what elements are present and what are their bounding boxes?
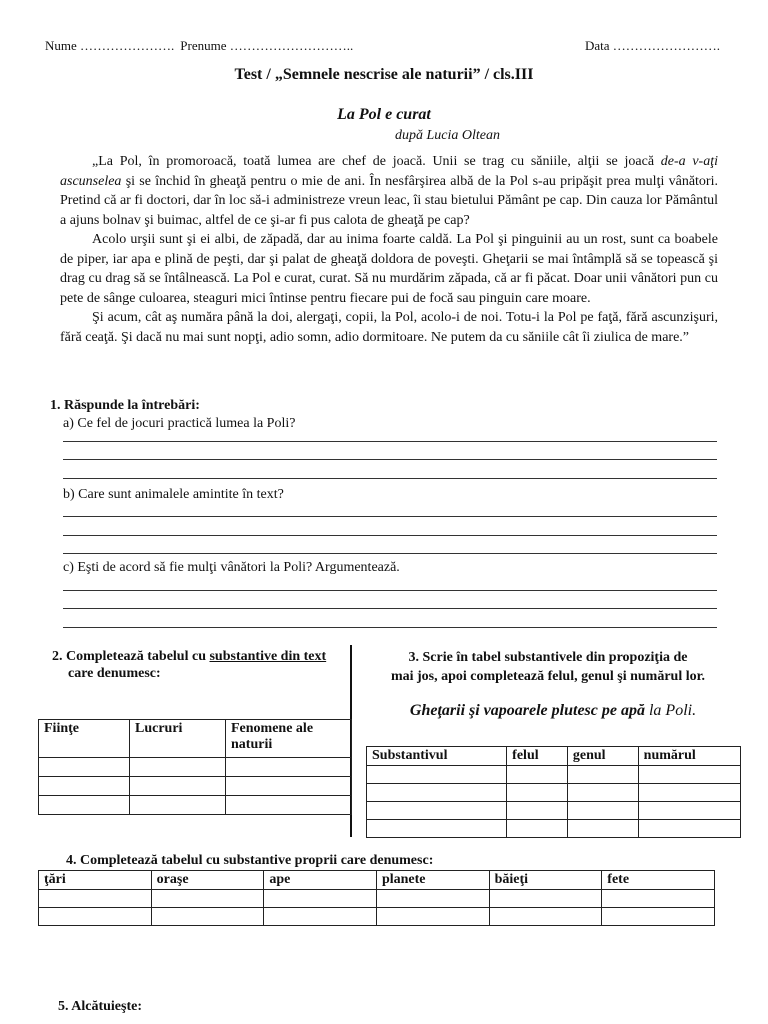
answer-line[interactable] xyxy=(63,608,717,609)
col-header: Substantivul xyxy=(367,747,507,766)
q1b: b) Care sunt animalele amintite în text? xyxy=(63,487,284,502)
cell[interactable] xyxy=(151,890,264,908)
name-field[interactable]: Nume …………………. xyxy=(45,38,175,53)
q1c: c) Eşti de acord să fie mulţi vânători la Poli? Argumentează. xyxy=(63,560,400,575)
story-text xyxy=(60,152,718,347)
cell[interactable] xyxy=(367,802,507,820)
answer-line[interactable] xyxy=(63,478,717,479)
header-line xyxy=(45,38,720,54)
col-header: băieţi xyxy=(489,871,602,890)
cell[interactable] xyxy=(39,908,152,926)
cell[interactable] xyxy=(567,766,638,784)
cell[interactable] xyxy=(567,784,638,802)
date-field[interactable]: Data ……………………. xyxy=(584,38,720,53)
cell[interactable] xyxy=(507,784,568,802)
cell[interactable] xyxy=(638,784,740,802)
paragraph: Acolo urşii sunt şi ei albi, de zăpadă, dar au inima foarte caldă. La Pol şi pinguinii au un rost, sunt ca boabele de piper, iar apa e plină de peşti, dar şi palat de gheaţă doldora de poveşti. Gheţarii se mai întâmplă să se topească şi drag cu drag să se întâlnească. La Pol e curat, curat. Să nu murdărim zăpada, că ar fi păcat. Doar unii vânători pun cu pete de sânge culoarea, steaguri mici întinse pentru fiecare pui de focă sau pinguin care moare. xyxy=(60,232,718,306)
col-header: numărul xyxy=(638,747,740,766)
answer-line[interactable] xyxy=(63,590,717,591)
paragraph: Şi acum, cât aş număra până la doi, alergaţi, copii, la Pol, acolo-i de noi. Totu-i la Pol pe faţă, fără ascunzişuri, fără ceaţă. Şi dacă nu mai sunt nopţi, adio somn, adio dormitoare. Ne putem da cu săniile cât îi ziulica de mare.” xyxy=(60,310,718,345)
cell[interactable] xyxy=(367,820,507,838)
col-header: felul xyxy=(507,747,568,766)
text: mai jos, apoi completează felul, genul şi numărul lor. xyxy=(390,669,706,684)
col-header: ape xyxy=(264,871,377,890)
answer-line[interactable] xyxy=(63,459,717,460)
answer-line[interactable] xyxy=(63,516,717,517)
col-header: ţări xyxy=(39,871,152,890)
q4-title: 4. Completează tabelul cu substantive proprii care denumesc: xyxy=(66,853,434,868)
text: „La Pol, în promoroacă, toată lumea are chef de joacă. Unii se trag cu săniile, alţii se joacă xyxy=(92,154,661,169)
cell[interactable] xyxy=(130,796,226,815)
cell[interactable] xyxy=(39,777,130,796)
cell[interactable] xyxy=(376,908,489,926)
text: 2. Completează tabelul cu xyxy=(52,649,210,664)
paragraph xyxy=(60,152,718,230)
q2-table xyxy=(38,719,352,815)
cell[interactable] xyxy=(264,890,377,908)
story-author: după Lucia Oltean xyxy=(395,128,500,143)
answer-line[interactable] xyxy=(63,553,717,554)
cell[interactable] xyxy=(151,908,264,926)
story-title: La Pol e curat xyxy=(337,106,431,123)
italic-text: de-a v-aţi ascunselea xyxy=(60,154,719,189)
cell[interactable] xyxy=(376,890,489,908)
col-header: oraşe xyxy=(151,871,264,890)
q3-table xyxy=(366,746,741,838)
cell[interactable] xyxy=(264,908,377,926)
cell[interactable] xyxy=(226,758,352,777)
surname-field[interactable]: Prenume ……………………….. xyxy=(180,38,354,53)
cell[interactable] xyxy=(638,820,740,838)
text: 3. Scrie în tabel substantivele din propoziţia de xyxy=(408,650,688,665)
q1a: a) Ce fel de jocuri practică lumea la Poli? xyxy=(63,416,296,431)
cell[interactable] xyxy=(602,890,715,908)
cell[interactable] xyxy=(130,777,226,796)
bold-text: Gheţarii şi vapoarele plutesc pe apă xyxy=(409,702,645,719)
cell[interactable] xyxy=(39,758,130,777)
cell[interactable] xyxy=(507,820,568,838)
cell[interactable] xyxy=(367,784,507,802)
q5-title: 5. Alcătuieşte: xyxy=(58,999,142,1014)
underlined-text: substantive din text xyxy=(209,649,327,664)
q4-table xyxy=(38,870,715,926)
text: care denumesc: xyxy=(68,666,161,681)
cell[interactable] xyxy=(39,890,152,908)
cell[interactable] xyxy=(638,802,740,820)
cell[interactable] xyxy=(567,802,638,820)
cell[interactable] xyxy=(489,908,602,926)
col-header: Lucruri xyxy=(130,720,226,758)
q2-title xyxy=(52,648,352,682)
q3-title xyxy=(358,648,738,686)
test-title: Test / „Semnele nescrise ale naturii” / cls.III xyxy=(234,66,534,83)
q3-sentence xyxy=(358,702,748,720)
col-header: genul xyxy=(567,747,638,766)
col-header: planete xyxy=(376,871,489,890)
cell[interactable] xyxy=(226,796,352,815)
q1-title: 1. Răspunde la întrebări: xyxy=(50,398,200,413)
cell[interactable] xyxy=(507,802,568,820)
cell[interactable] xyxy=(567,820,638,838)
text: la Poli. xyxy=(644,702,697,719)
answer-line[interactable] xyxy=(63,627,717,628)
col-header: fete xyxy=(602,871,715,890)
answer-line[interactable] xyxy=(63,441,717,442)
col-header: Fiinţe xyxy=(39,720,130,758)
cell[interactable] xyxy=(489,890,602,908)
cell[interactable] xyxy=(367,766,507,784)
cell[interactable] xyxy=(507,766,568,784)
cell[interactable] xyxy=(602,908,715,926)
col-header: Fenomene ale naturii xyxy=(226,720,352,758)
cell[interactable] xyxy=(638,766,740,784)
cell[interactable] xyxy=(130,758,226,777)
cell[interactable] xyxy=(39,796,130,815)
cell[interactable] xyxy=(226,777,352,796)
answer-line[interactable] xyxy=(63,535,717,536)
text: şi se închid în gheaţă pentru o mie de ani. În nesfârşirea albă de la Pol s-au pripăşit prea mulţi vânători. Pretind că ar fi doctori, dar în loc să-i administreze vreun leac, îi stau bietului Pământ pe cap. Din cauza lor Pământul a ajuns bolnav şi buimac, altfel de ce şi-ar fi pus calota de gheaţă pe cap? xyxy=(60,173,718,228)
